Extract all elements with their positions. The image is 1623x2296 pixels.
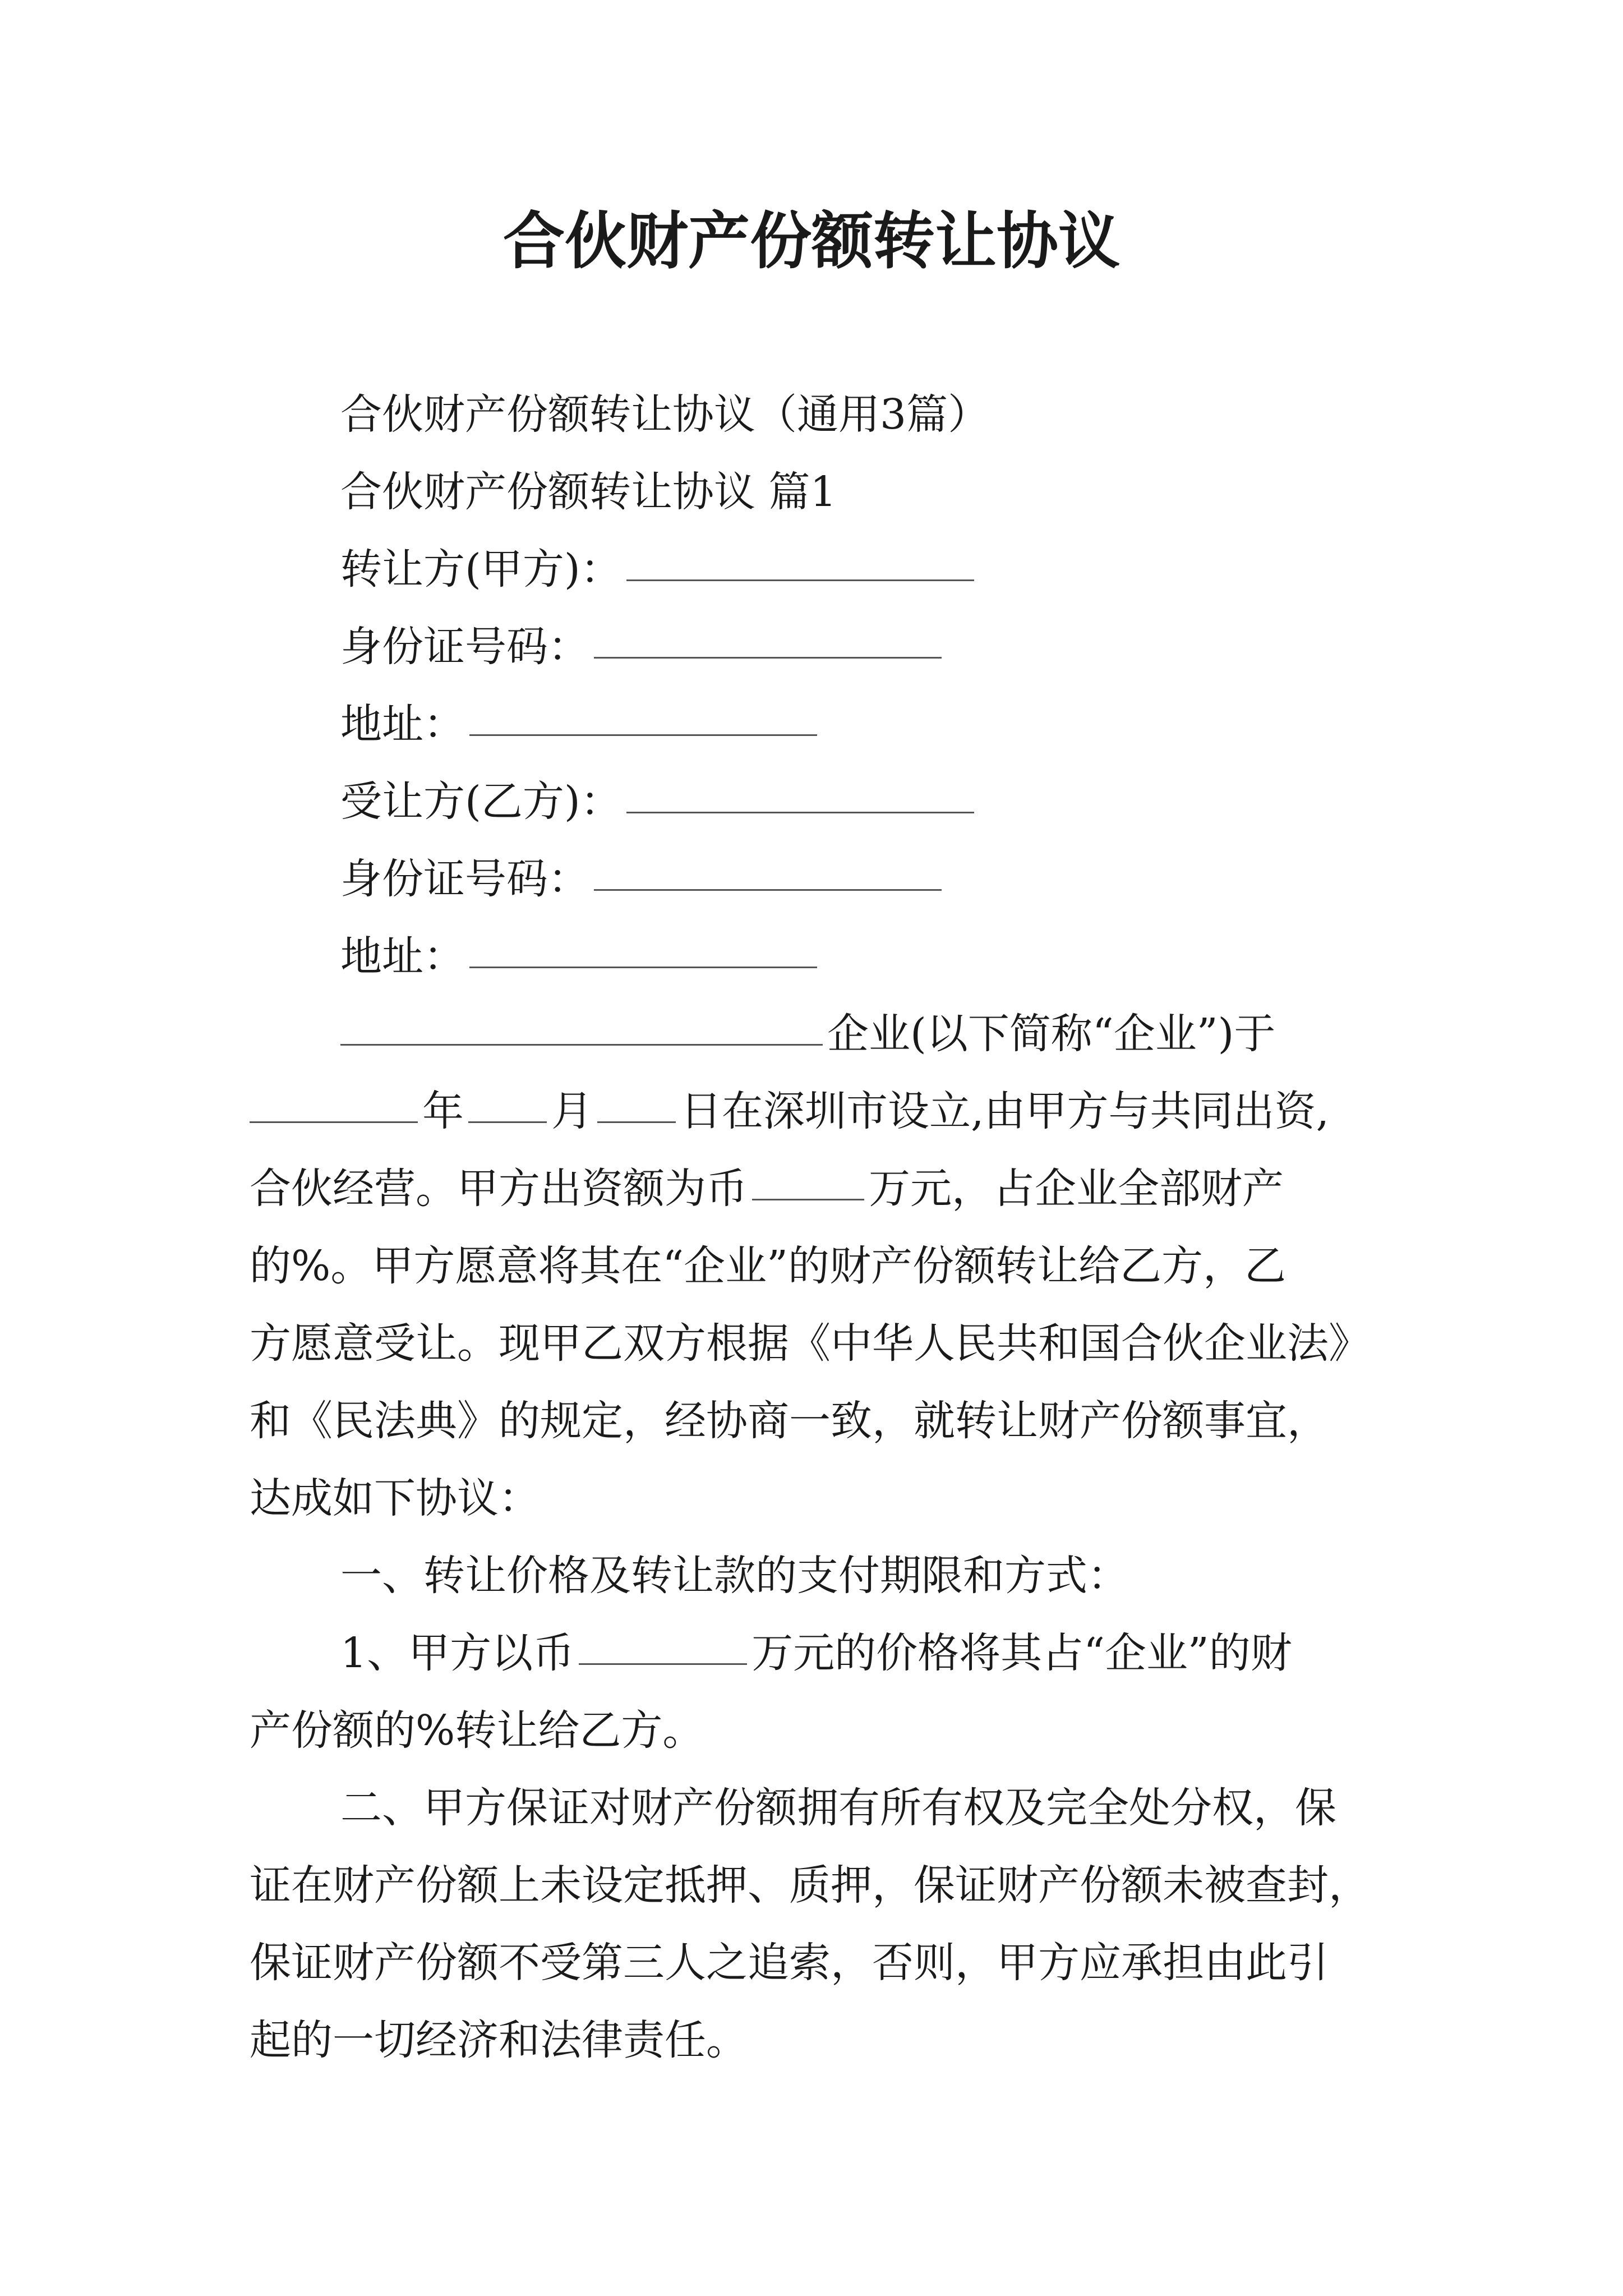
para1-text1: 企业(以下简称“企业”)于 bbox=[827, 1010, 1276, 1058]
transferee-address-blank bbox=[469, 964, 817, 968]
para1-line2 bbox=[250, 1073, 1394, 1150]
clause1-item1-text-a: 1、甲方以币 bbox=[340, 1629, 575, 1677]
clause1-heading: 一、转让价格及转让款的支付期限和方式： bbox=[340, 1552, 1129, 1600]
transferor-field bbox=[250, 531, 1394, 608]
day-blank bbox=[597, 1119, 676, 1123]
clause2-line2: 证在财产份额上未设定抵押、质押，保证财产份额未被查封， bbox=[250, 1861, 1370, 1910]
clause1-item1-line1 bbox=[250, 1614, 1394, 1692]
transferor-address-blank bbox=[469, 732, 817, 736]
para1-line3 bbox=[250, 1150, 1394, 1227]
para1-text3a: 合伙经营。甲方出资额为币 bbox=[250, 1165, 748, 1213]
para1-line4: 的%。甲方愿意将其在“企业”的财产份额转让给乙方，乙 bbox=[250, 1242, 1286, 1290]
document-body bbox=[250, 376, 1394, 2079]
price-blank bbox=[579, 1661, 747, 1665]
year-label: 年 bbox=[422, 1087, 464, 1135]
month-blank bbox=[468, 1119, 547, 1123]
month-label: 月 bbox=[551, 1087, 593, 1135]
transferee-id-field bbox=[250, 840, 1394, 918]
clause1-item1-line2: 产份额的%转让给乙方。 bbox=[250, 1706, 704, 1755]
para1-line7: 达成如下协议： bbox=[250, 1474, 540, 1522]
amount-blank bbox=[752, 1197, 864, 1200]
para1-line6: 和《民法典》的规定，经协商一致，就转让财产份额事宜， bbox=[250, 1397, 1329, 1445]
transferor-blank bbox=[626, 577, 974, 581]
transferee-blank bbox=[626, 809, 974, 813]
transferor-address-label: 地址： bbox=[340, 700, 465, 748]
clause2-line1: 二、甲方保证对财产份额拥有所有权及完全处分权，保 bbox=[340, 1784, 1336, 1832]
transferee-id-label: 身份证号码： bbox=[340, 855, 589, 903]
document-title: 合伙财产份额转让协议 bbox=[503, 205, 1120, 277]
year-blank bbox=[250, 1119, 418, 1123]
transferee-field bbox=[250, 763, 1394, 840]
para1-text3b: 万元，占企业全部财产 bbox=[869, 1165, 1284, 1213]
para1-line5: 方愿意受让。现甲乙双方根据《中华人民共和国合伙企业法》 bbox=[250, 1319, 1370, 1368]
transferor-label: 转让方(甲方)： bbox=[340, 545, 622, 593]
para1-text2: 日在深圳市设立,由甲方与共同出资, bbox=[680, 1087, 1330, 1135]
transferee-id-blank bbox=[594, 887, 942, 891]
clause1-item1-text-b: 万元的价格将其占“企业”的财 bbox=[751, 1629, 1292, 1677]
transferor-id-label: 身份证号码： bbox=[340, 623, 589, 671]
transferor-id-blank bbox=[594, 655, 942, 659]
transferor-address-field bbox=[250, 685, 1394, 763]
enterprise-name-blank bbox=[340, 1042, 823, 1046]
clause2-line3: 保证财产份额不受第三人之追索，否则，甲方应承担由此引 bbox=[250, 1939, 1329, 1987]
transferor-id-field bbox=[250, 608, 1394, 685]
para1-line1 bbox=[250, 995, 1394, 1073]
transferee-label: 受让方(乙方)： bbox=[340, 777, 622, 826]
transferee-address-label: 地址： bbox=[340, 932, 465, 981]
clause2-line4: 起的一切经济和法律责任。 bbox=[250, 2016, 748, 2064]
section-heading: 合伙财产份额转让协议 篇1 bbox=[340, 468, 837, 516]
transferee-address-field bbox=[250, 918, 1394, 995]
document-subtitle: 合伙财产份额转让协议（通用3篇） bbox=[340, 390, 990, 439]
